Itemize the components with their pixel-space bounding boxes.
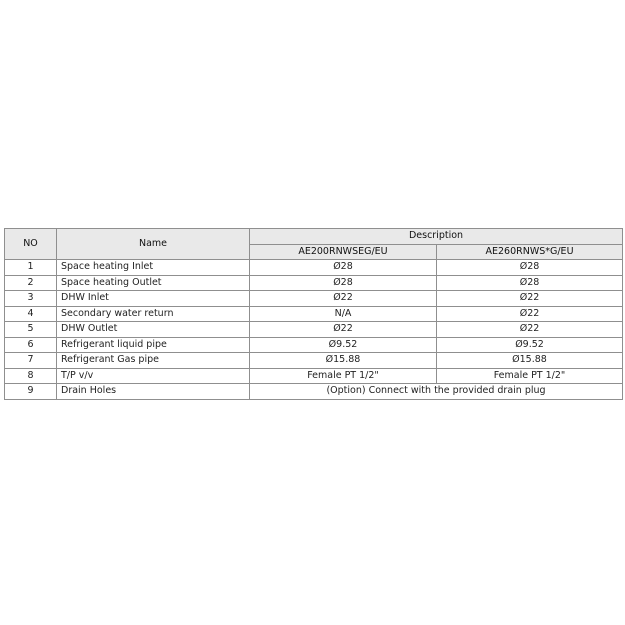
- table-row: [5, 275, 623, 291]
- table-row: [5, 368, 623, 384]
- row-no: 4: [5, 306, 57, 322]
- row-no: 7: [5, 353, 57, 369]
- row-no: 1: [5, 260, 57, 276]
- table-row: [5, 306, 623, 322]
- row-value-model-b: Ø22: [437, 322, 623, 338]
- row-value-model-a: Ø28: [250, 260, 437, 276]
- row-name: Space heating Outlet: [57, 275, 250, 291]
- table-row: [5, 322, 623, 338]
- row-name: Refrigerant liquid pipe: [57, 337, 250, 353]
- row-no: 9: [5, 384, 57, 400]
- row-value-model-b: Ø22: [437, 306, 623, 322]
- table-header: [5, 229, 623, 260]
- row-value-model-a: Ø22: [250, 291, 437, 307]
- row-no: 8: [5, 368, 57, 384]
- header-no: NO: [5, 229, 57, 260]
- row-no: 6: [5, 337, 57, 353]
- header-description: Description: [250, 229, 623, 245]
- row-name: Secondary water return: [57, 306, 250, 322]
- row-name: T/P v/v: [57, 368, 250, 384]
- row-value-model-b: Ø28: [437, 260, 623, 276]
- row-no: 3: [5, 291, 57, 307]
- table-body: [5, 260, 623, 400]
- row-no: 2: [5, 275, 57, 291]
- row-value-model-a: Ø15.88: [250, 353, 437, 369]
- row-value-model-b: Female PT 1/2": [437, 368, 623, 384]
- spec-table: [4, 228, 623, 400]
- table-row: [5, 260, 623, 276]
- row-value-model-b: Ø22: [437, 291, 623, 307]
- row-value-model-b: Ø15.88: [437, 353, 623, 369]
- row-value-model-a: Ø9.52: [250, 337, 437, 353]
- table-row: [5, 353, 623, 369]
- table-row: [5, 291, 623, 307]
- row-name: Refrigerant Gas pipe: [57, 353, 250, 369]
- row-value-model-a: Female PT 1/2": [250, 368, 437, 384]
- row-value-model-a: Ø28: [250, 275, 437, 291]
- table-row: [5, 384, 623, 400]
- row-no: 5: [5, 322, 57, 338]
- row-name: Drain Holes: [57, 384, 250, 400]
- row-name: DHW Outlet: [57, 322, 250, 338]
- row-value-model-a: Ø22: [250, 322, 437, 338]
- row-value-model-b: Ø28: [437, 275, 623, 291]
- row-name: DHW Inlet: [57, 291, 250, 307]
- row-value-merged: (Option) Connect with the provided drain plug: [250, 384, 623, 400]
- row-name: Space heating Inlet: [57, 260, 250, 276]
- row-value-model-a: N/A: [250, 306, 437, 322]
- table-row: [5, 337, 623, 353]
- header-name: Name: [57, 229, 250, 260]
- row-value-model-b: Ø9.52: [437, 337, 623, 353]
- header-model-b: AE260RNWS*G/EU: [437, 244, 623, 260]
- header-model-a: AE200RNWSEG/EU: [250, 244, 437, 260]
